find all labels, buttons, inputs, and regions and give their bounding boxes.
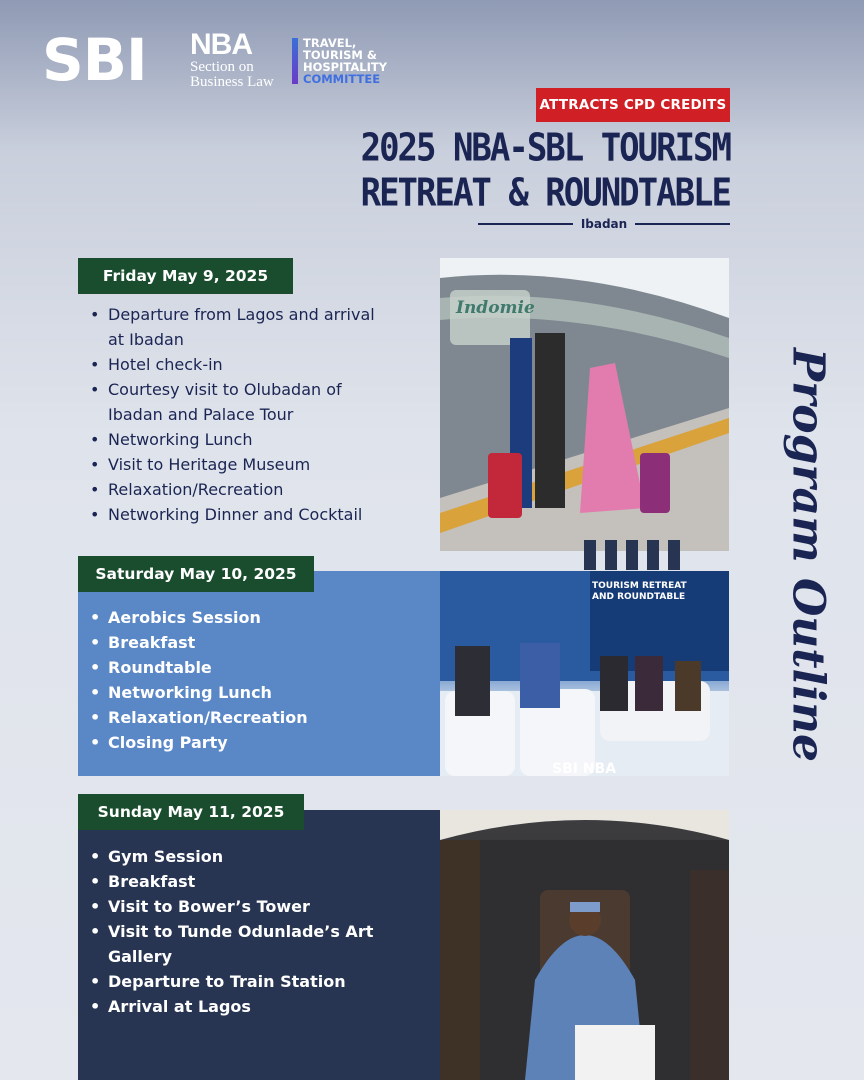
list-item: • Relaxation/Recreation (88, 477, 388, 502)
list-item: • Networking Dinner and Cocktail (88, 502, 388, 527)
location-rule-right (635, 223, 730, 225)
committee-divider (292, 38, 298, 84)
day-label-sunday: Sunday May 11, 2025 (78, 794, 304, 830)
day-label-friday: Friday May 9, 2025 (78, 258, 293, 294)
list-item: • Closing Party (88, 730, 418, 755)
stage-banner-line2: AND ROUNDTABLE (592, 592, 686, 602)
location-label: Ibadan (580, 217, 628, 231)
event-title-line1: 2025 NBA-SBL TOURISM (360, 126, 730, 171)
list-item: • Departure from Lagos and arrival at Ibadan (88, 302, 388, 352)
event-title-line2: RETREAT & ROUNDTABLE (360, 170, 730, 216)
cpd-badge: ATTRACTS CPD CREDITS (536, 88, 730, 122)
list-item: • Aerobics Session (88, 605, 418, 630)
committee-logo (303, 37, 387, 85)
list-item: • Visit to Tunde Odunlade’s Art Gallery (88, 919, 418, 969)
list-item: • Visit to Heritage Museum (88, 452, 388, 477)
nba-logo (190, 30, 274, 90)
stage-logo: SBI NBA (552, 761, 617, 776)
saturday-schedule (88, 605, 418, 755)
committee-label: COMMITTEE (303, 72, 381, 86)
list-item: • Networking Lunch (88, 427, 388, 452)
committee-line-1: TRAVEL, (303, 36, 357, 50)
event-title (361, 126, 730, 216)
program-outline-title: Program Outline (782, 347, 834, 763)
location-rule-left (478, 223, 573, 225)
stage-banner-line1: TOURISM RETREAT (592, 581, 687, 591)
list-item: • Arrival at Lagos (88, 994, 418, 1019)
list-item: • Courtesy visit to Olubadan of Ibadan and Palace Tour (88, 377, 388, 427)
decorative-stripes (584, 540, 692, 570)
list-item: • Departure to Train Station (88, 969, 418, 994)
train-sign: Indomie (456, 298, 535, 318)
sunday-schedule (88, 844, 418, 1019)
photo-train-station (440, 258, 729, 551)
stripe (626, 540, 638, 570)
nba-title: NBA (190, 28, 252, 61)
list-item: • Relaxation/Recreation (88, 705, 418, 730)
friday-schedule (88, 302, 388, 527)
stage-banner (592, 581, 687, 603)
list-item: • Breakfast (88, 630, 418, 655)
nba-subtitle-line2: Business Law (190, 74, 274, 90)
committee-line-2: TOURISM & (303, 48, 377, 62)
stripe (647, 540, 659, 570)
list-item: • Gym Session (88, 844, 418, 869)
list-item: • Networking Lunch (88, 680, 418, 705)
palace-scene-illustration (440, 810, 729, 1080)
photo-palace-visit (440, 810, 729, 1080)
stripe (584, 540, 596, 570)
list-item: • Visit to Bower’s Tower (88, 894, 418, 919)
location-row (478, 214, 730, 234)
list-item: • Roundtable (88, 655, 418, 680)
committee-line-3: HOSPITALITY (303, 60, 388, 74)
photo-roundtable (440, 571, 729, 776)
list-item: • Breakfast (88, 869, 418, 894)
nba-subtitle-line1: Section on (190, 59, 254, 75)
sbi-logo: SBI (42, 26, 147, 94)
list-item: • Hotel check-in (88, 352, 388, 377)
day-label-saturday: Saturday May 10, 2025 (78, 556, 314, 592)
stripe (605, 540, 617, 570)
stripe (668, 540, 680, 570)
